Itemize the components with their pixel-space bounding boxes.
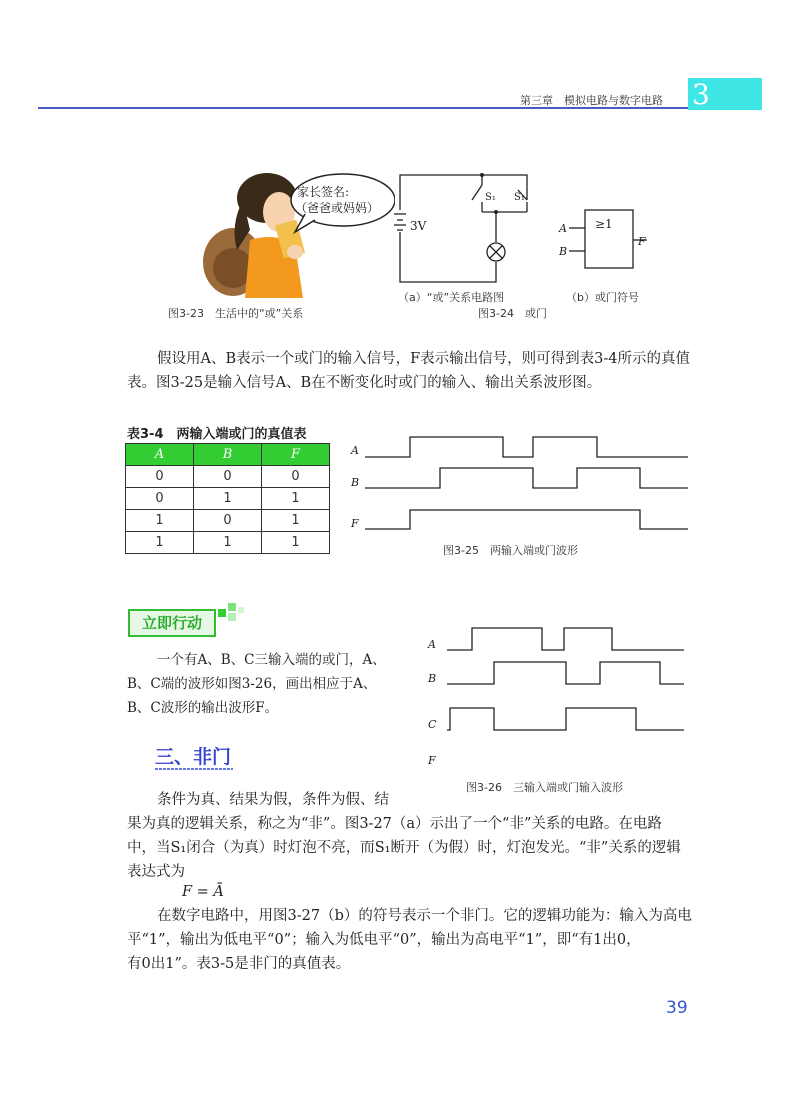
waveform-b (447, 662, 684, 684)
wave-label-f: F (428, 754, 436, 767)
wave-label-c: C (428, 718, 437, 731)
truth-table-3-4 (125, 443, 330, 554)
action-line-3: B、C波形的输出波形F。 (127, 700, 279, 716)
header-a: A (126, 444, 194, 466)
waveform-f (365, 510, 688, 529)
waveform-c (447, 708, 684, 730)
table-cell: 1 (126, 510, 194, 532)
action-decoration-icon (218, 603, 248, 627)
table-cell: 1 (194, 532, 262, 554)
table-row (126, 488, 330, 510)
logic-formula: F = Ā (182, 884, 224, 900)
table-cell: 0 (126, 488, 194, 510)
table-cell: 0 (262, 466, 330, 488)
waveform-a (365, 437, 688, 457)
fig-3-23-caption: 图3-23 生活中的“或”关系 (168, 307, 304, 320)
gate-input-b: B (559, 245, 568, 258)
wave-label-a: A (351, 444, 359, 457)
table-row (126, 510, 330, 532)
section-p2-line-2: 平“1”，输出为低电平“0”；输入为低电平“0”，输出为高电平“1”，即“有1出0， (127, 932, 641, 948)
switch-label-2: S₁ (514, 192, 525, 203)
action-line-2: B、C端的波形如图3-26，画出相应于A、 (127, 676, 377, 692)
wave-label-b: B (428, 672, 437, 685)
paragraph-1-line-1: 假设用A、B表示一个或门的输入信号，F表示输出信号，则可得到表3-4所示的真值 (157, 351, 691, 367)
table-row (126, 532, 330, 554)
or-circuit-diagram (392, 170, 542, 288)
bubble-line-2: （爸爸或妈妈） (295, 201, 380, 215)
fig-3-25-caption: 图3-25 两输入端或门波形 (443, 544, 578, 557)
table-cell: 0 (194, 510, 262, 532)
action-title: 立即行动 (128, 609, 216, 637)
paragraph-1-line-2: 表。图3-25是输入信号A、B在不断变化时或门的输入、输出关系波形图。 (127, 375, 602, 391)
table-cell: 1 (262, 488, 330, 510)
chapter-title: 第三章 模拟电路与数字电路 (520, 94, 663, 107)
waveform-a (447, 628, 684, 650)
action-line-1: 一个有A、B、C三输入端的或门，A、 (157, 652, 386, 668)
header-b: B (194, 444, 262, 466)
girl-illustration (195, 170, 395, 302)
or-gate-symbol (555, 205, 655, 275)
table-header-row (126, 444, 330, 466)
section-p1-line-4: 表达式为 (127, 864, 185, 880)
section-p1-line-1: 条件为真、结果为假，条件为假、结 (157, 792, 389, 808)
section-underline-decoration (155, 766, 235, 772)
fig-3-26-caption: 图3-26 三输入端或门输入波形 (466, 781, 623, 794)
header-f: F (262, 444, 330, 466)
wave-label-a: A (428, 638, 436, 651)
table-cell: 1 (262, 510, 330, 532)
switch-1 (472, 185, 482, 200)
wave-label-b: B (351, 476, 360, 489)
waveform-3-26 (422, 620, 687, 770)
bubble-line-1: 家长签名: (297, 185, 350, 199)
table-3-4-title: 表3-4 两输入端或门的真值表 (127, 427, 307, 442)
gate-input-a: A (559, 222, 567, 235)
section-title: 三、非门 (155, 746, 232, 768)
table-cell: 1 (126, 532, 194, 554)
table-cell: 0 (126, 466, 194, 488)
switch-label-1: S₁ (485, 192, 496, 203)
waveform-b (365, 468, 688, 488)
table-cell: 0 (194, 466, 262, 488)
section-p2-line-1: 在数字电路中，用图3-27（b）的符号表示一个非门。它的逻辑功能为：输入为高电 (157, 908, 692, 924)
wave-label-f: F (351, 517, 359, 530)
waveform-3-25 (345, 432, 690, 537)
table-cell: 1 (194, 488, 262, 510)
section-p2-line-3: 有0出1”。表3-5是非门的真值表。 (127, 956, 351, 972)
page-number: 39 (666, 998, 688, 1018)
fig-3-24b-caption: （b）或门符号 (566, 291, 639, 304)
section-p1-line-2: 果为真的逻辑关系，称之为“非”。图3-27（a）示出了一个“非”关系的电路。在电路 (127, 816, 662, 832)
table-cell: 1 (262, 532, 330, 554)
section-p1-line-3: 中，当S₁闭合（为真）时灯泡不亮，而S₁断开（为假）时，灯泡发光。“非”关系的逻辑 (127, 840, 681, 856)
gate-output: F (638, 235, 646, 248)
chapter-number: 3 (692, 78, 710, 111)
fig-3-24-caption: 图3-24 或门 (478, 307, 547, 320)
battery-label: 3V (410, 219, 427, 233)
gate-symbol: ≥1 (595, 217, 613, 231)
fig-3-24a-caption: （a）“或”关系电路图 (398, 291, 505, 304)
table-row (126, 466, 330, 488)
